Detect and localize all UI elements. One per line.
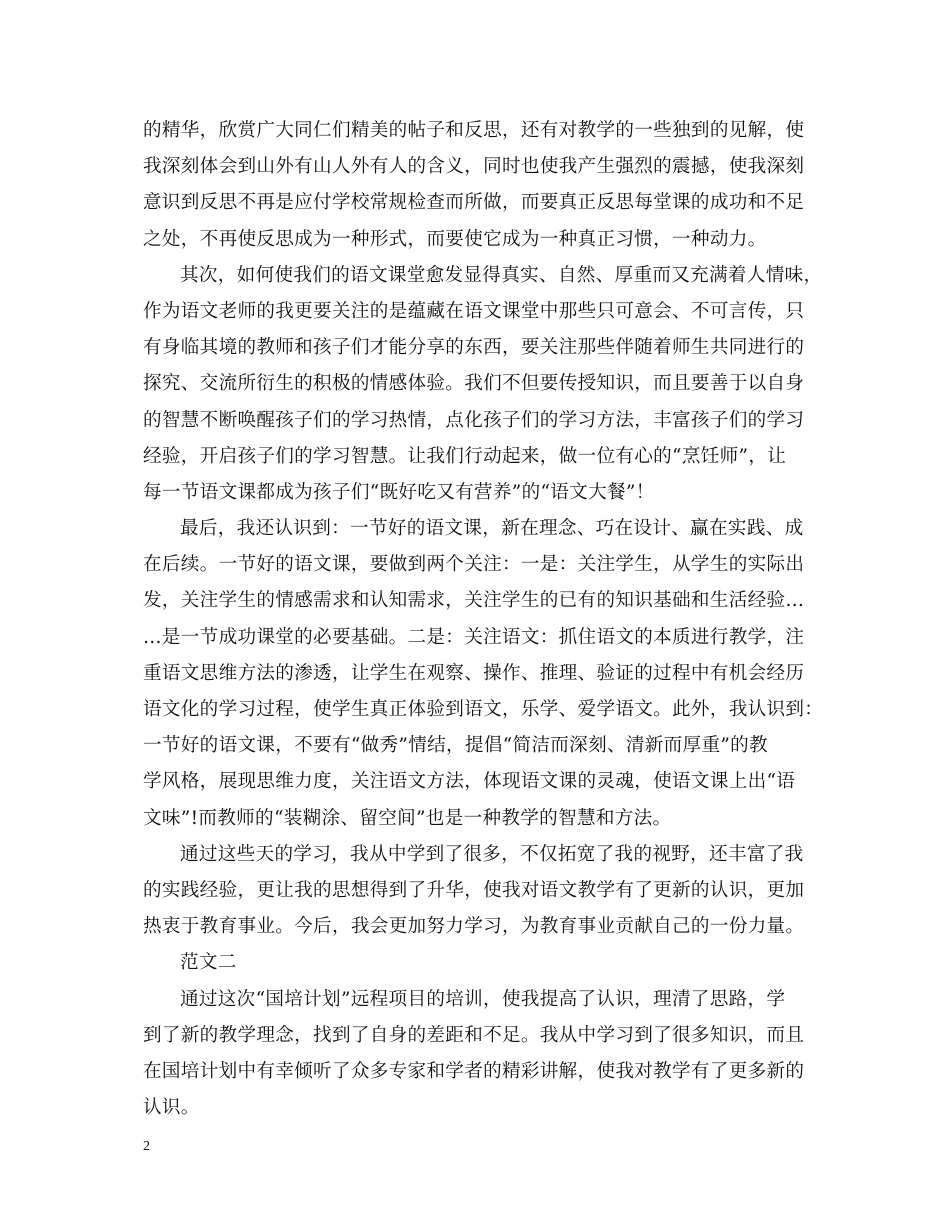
document-body (143, 113, 824, 1126)
text-line: …是一节成功课堂的必要基础。二是：关注语文：抓住语文的本质进行教学，注 (143, 626, 805, 648)
text-line: 经验，开启孩子们的学习智慧。让我们行动起来，做一位有心的“烹饪师”，让 (143, 445, 787, 467)
text-line: 范文二 (180, 952, 237, 974)
text-line: 发，关注学生的情感需求和认知需求，关注学生的已有的知识基础和生活经验… (143, 590, 805, 612)
text-line: 我深刻体会到山外有山人外有人的含义，同时也使我产生强烈的震撼，使我深刻 (143, 156, 805, 178)
text-line: 每一节语文课都成为孩子们“既好吃又有营养”的“语文大餐”！ (143, 481, 655, 503)
text-line: 之处，不再使反思成为一种形式，而要使它成为一种真正习惯，一种动力。 (143, 228, 767, 250)
text-line: 一节好的语文课，不要有“做秀”情结，提倡“简洁而深刻、清新而厚重”的教 (143, 735, 768, 757)
text-line: 的精华，欣赏广大同仁们精美的帖子和反思，还有对教学的一些独到的见解，使 (143, 120, 805, 141)
text-line: 学风格，展现思维力度，关注语文方法，体现语文课的灵魂，使语文课上出“语 (143, 771, 796, 793)
text-line: 通过这次“国培计划”远程项目的培训，使我提高了认识，理清了思路，学 (180, 988, 786, 1010)
text-line: 在国培计划中有幸倾听了众多专家和学者的精彩讲解，使我对教学有了更多新的 (143, 1060, 805, 1082)
text-line: 语文化的学习过程，使学生真正体验到语文，乐学、爱学语文。此外，我认识到： (143, 699, 824, 720)
text-line: 的智慧不断唤醒孩子们的学习热情，点化孩子们的学习方法，丰富孩子们的学习 (143, 409, 805, 431)
text-line: 其次，如何使我们的语文课堂愈发显得真实、自然、厚重而又充满着人情味， (180, 264, 823, 286)
text-line: 作为语文老师的我更要关注的是蕴藏在语文课堂中那些只可意会、不可言传，只 (143, 300, 805, 322)
text-line: 探究、交流所衍生的积极的情感体验。我们不但要传授知识，而且要善于以自身 (143, 373, 805, 395)
text-line: 有身临其境的教师和孩子们才能分享的东西，要关注那些伴随着师生共同进行的 (143, 337, 805, 359)
text-line: 热衷于教育事业。今后，我会更加努力学习，为教育事业贡献自己的一份力量。 (143, 916, 805, 938)
text-line: 通过这些天的学习，我从中学到了很多，不仅拓宽了我的视野，还丰富了我 (180, 843, 804, 865)
text-line: 最后，我还认识到：一节好的语文课，新在理念、巧在设计、赢在实践、成 (180, 518, 804, 540)
text-line: 在后续。一节好的语文课，要做到两个关注：一是：关注学生，从学生的实际出 (143, 554, 805, 576)
text-line: 重语文思维方法的渗透，让学生在观察、操作、推理、验证的过程中有机会经历 (143, 662, 805, 684)
page-number: 2 (143, 1139, 150, 1154)
text-line: 到了新的教学理念，找到了自身的差距和不足。我从中学习到了很多知识，而且 (143, 1024, 805, 1046)
text-line: 意识到反思不再是应付学校常规检查而所做，而要真正反思每堂课的成功和不足 (143, 192, 805, 214)
text-line: 认识。 (143, 1097, 200, 1119)
text-line: 文味”!而教师的“装糊涂、留空间”也是一种教学的智慧和方法。 (143, 807, 672, 829)
text-line: 的实践经验，更让我的思想得到了升华，使我对语文教学有了更新的认识，更加 (143, 879, 805, 901)
